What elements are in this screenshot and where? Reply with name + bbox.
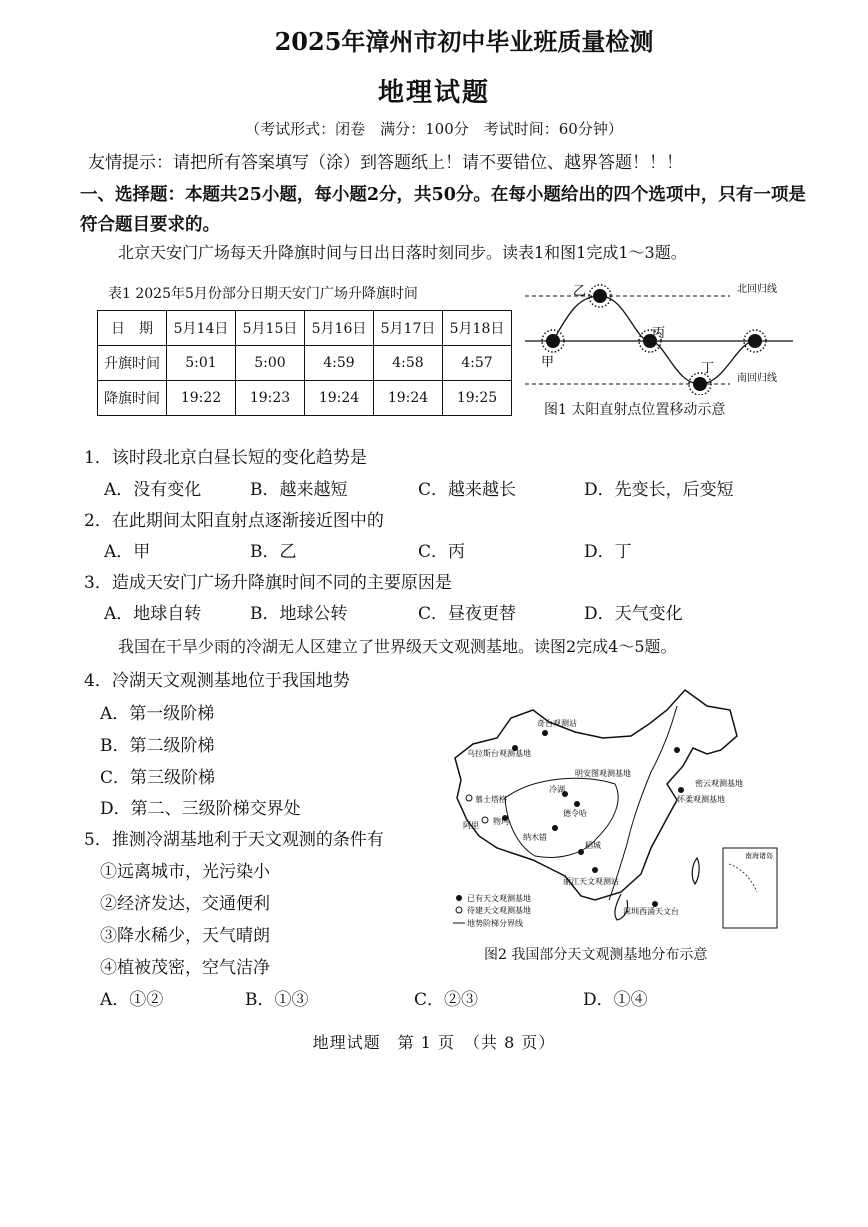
sun-icon (589, 285, 611, 307)
table-cell: 19:23 (236, 381, 305, 416)
q1-option-a: A．没有变化 (104, 480, 202, 500)
table-cell: 4:59 (305, 346, 374, 381)
table-row (98, 311, 512, 346)
station-label: 冷湖 (549, 785, 565, 794)
station-label: 丽江天文观测站 (563, 877, 619, 886)
q3-option-a: A．地球自转 (104, 604, 202, 624)
table-cell: 19:25 (443, 381, 512, 416)
q2-option-b: B．乙 (250, 542, 297, 562)
question-2: 2．在此期间太阳直射点逐渐接近图中的 (84, 511, 384, 531)
q5-option-d: D．①④ (583, 990, 648, 1010)
station-marker-daocheng (578, 849, 584, 855)
table-date-cell: 5月18日 (443, 311, 512, 346)
table-cell: 19:22 (167, 381, 236, 416)
point-label-jia: 甲 (541, 355, 555, 370)
legend-planned-marker (456, 907, 462, 913)
figure1-caption: 图1 太阳直射点位置移动示意 (544, 402, 726, 418)
question-5: 5．推测冷湖基地利于天文观测的条件有 (84, 830, 384, 850)
q3-option-d: D．天气变化 (584, 604, 683, 624)
q5-option-c: C．②③ (414, 990, 479, 1010)
table-cell: 5:00 (236, 346, 305, 381)
q2-option-a: A．甲 (104, 542, 151, 562)
exam-subject: 地理试题 (377, 78, 490, 108)
inset-label: 南海诸岛 (745, 852, 773, 860)
exam-meta: （考试形式：闭卷 满分：100分 考试时间：60分钟） (245, 120, 623, 138)
table-date-cell: 5月16日 (305, 311, 374, 346)
section-heading: 一、选择题：本题共25小题，每小题2分，共50分。在每小题给出的四个选项中，只有一项是符合题目要求的。 (80, 185, 806, 235)
station-label: 阿里 (463, 821, 479, 830)
question-1: 1．该时段北京白昼长短的变化趋势是 (84, 448, 367, 468)
q5-option-a: A．①② (100, 990, 164, 1010)
china-observatory-map (445, 688, 785, 933)
q1-option-c: C．越来越长 (418, 480, 517, 500)
station-label: 深圳西涌天文台 (623, 907, 679, 916)
legend-boundary-label: 地势阶梯分界线 (467, 919, 523, 928)
station-label: 慕士塔格 (475, 795, 507, 804)
station-label: 明安图观测基地 (575, 769, 631, 778)
station-label: 奇台观测站 (537, 719, 577, 728)
table-row (98, 346, 512, 381)
exam-title: 2025年漳州市初中毕业班质量检测 (274, 27, 654, 56)
q5-item-1: ①远离城市，光污染小 (100, 862, 270, 882)
table-row-label: 升旗时间 (98, 346, 167, 381)
table-cell: 4:58 (374, 346, 443, 381)
point-label-yi: 乙 (573, 284, 587, 299)
station-marker-mingantu (674, 747, 680, 753)
q5-option-b: B．①③ (245, 990, 309, 1010)
station-marker-lijiang (592, 867, 598, 873)
north-tropic-label: 北回归线 (737, 284, 777, 295)
table-date-cell: 5月17日 (374, 311, 443, 346)
station-marker-miyun (678, 787, 684, 793)
legend-existing-marker (456, 895, 462, 901)
table-header-cell: 日 期 (98, 311, 167, 346)
q4-option-d: D．第二、三级阶梯交界处 (100, 799, 301, 819)
table-date-cell: 5月15日 (236, 311, 305, 346)
q4-option-b: B．第二级阶梯 (100, 736, 215, 756)
table-row-label: 降旗时间 (98, 381, 167, 416)
table-cell: 4:57 (443, 346, 512, 381)
station-marker-muztagh (466, 795, 472, 801)
table-row (98, 381, 512, 416)
station-label: 德令哈 (563, 809, 587, 818)
q4-option-c: C．第三级阶梯 (100, 768, 216, 788)
intro-q1-3: 北京天安门广场每天升降旗时间与日出日落时刻同步。读表1和图1完成1～3题。 (118, 243, 687, 262)
table-cell: 5:01 (167, 346, 236, 381)
page-footer: 地理试题 第 1 页 （共 8 页） (312, 1033, 556, 1052)
station-marker-namco (552, 825, 558, 831)
south-tropic-label: 南回归线 (737, 373, 777, 384)
q5-item-4: ④植被茂密，空气洁净 (100, 958, 270, 978)
station-marker-qitai (542, 730, 548, 736)
station-label: 乌拉斯台观测基地 (467, 749, 531, 758)
q5-item-3: ③降水稀少，天气晴朗 (100, 926, 270, 946)
question-4: 4．冷湖天文观测基地位于我国地势 (84, 671, 350, 691)
station-label: 稻城 (585, 841, 601, 850)
station-label: 怀柔观测基地 (677, 795, 725, 804)
flag-time-table (97, 310, 512, 416)
second-step-boundary (609, 706, 677, 900)
station-marker-delingha (574, 801, 580, 807)
figure2-caption: 图2 我国部分天文观测基地分布示意 (484, 947, 708, 963)
point-label-bing: 丙 (652, 326, 666, 341)
q2-option-c: C．丙 (418, 542, 466, 562)
station-marker-wuma (482, 817, 488, 823)
table1-caption: 表1 2025年5月份部分日期天安门广场升降旗时间 (108, 286, 418, 302)
q1-option-b: B．越来越短 (250, 480, 348, 500)
question-3: 3．造成天安门广场升降旗时间不同的主要原因是 (84, 573, 452, 593)
station-label: 物玛 (493, 817, 509, 826)
point-label-ding: 丁 (701, 361, 715, 376)
legend-planned-label: 待建天文观测基地 (467, 906, 531, 915)
q2-option-d: D．丁 (584, 542, 632, 562)
q4-option-a: A．第一级阶梯 (100, 704, 215, 724)
station-label: 纳木错 (523, 833, 547, 842)
station-label: 密云观测基地 (695, 779, 743, 788)
q3-option-c: C．昼夜更替 (418, 604, 517, 624)
legend-existing-label: 已有天文观测基地 (467, 894, 531, 903)
sun-path-figure (525, 280, 800, 395)
table-cell: 19:24 (305, 381, 374, 416)
friendly-tip: 友情提示：请把所有答案填写（涂）到答题纸上！请不要错位、越界答题！！！ (88, 153, 683, 173)
taiwan-outline (692, 858, 699, 884)
intro-q4-5: 我国在干旱少雨的冷湖无人区建立了世界级天文观测基地。读图2完成4～5题。 (118, 637, 677, 656)
table-date-cell: 5月14日 (167, 311, 236, 346)
south-china-sea-inset (723, 848, 777, 928)
table-cell: 19:24 (374, 381, 443, 416)
q5-item-2: ②经济发达，交通便利 (100, 894, 270, 914)
q3-option-b: B．地球公转 (250, 604, 348, 624)
q1-option-d: D．先变长，后变短 (584, 480, 734, 500)
